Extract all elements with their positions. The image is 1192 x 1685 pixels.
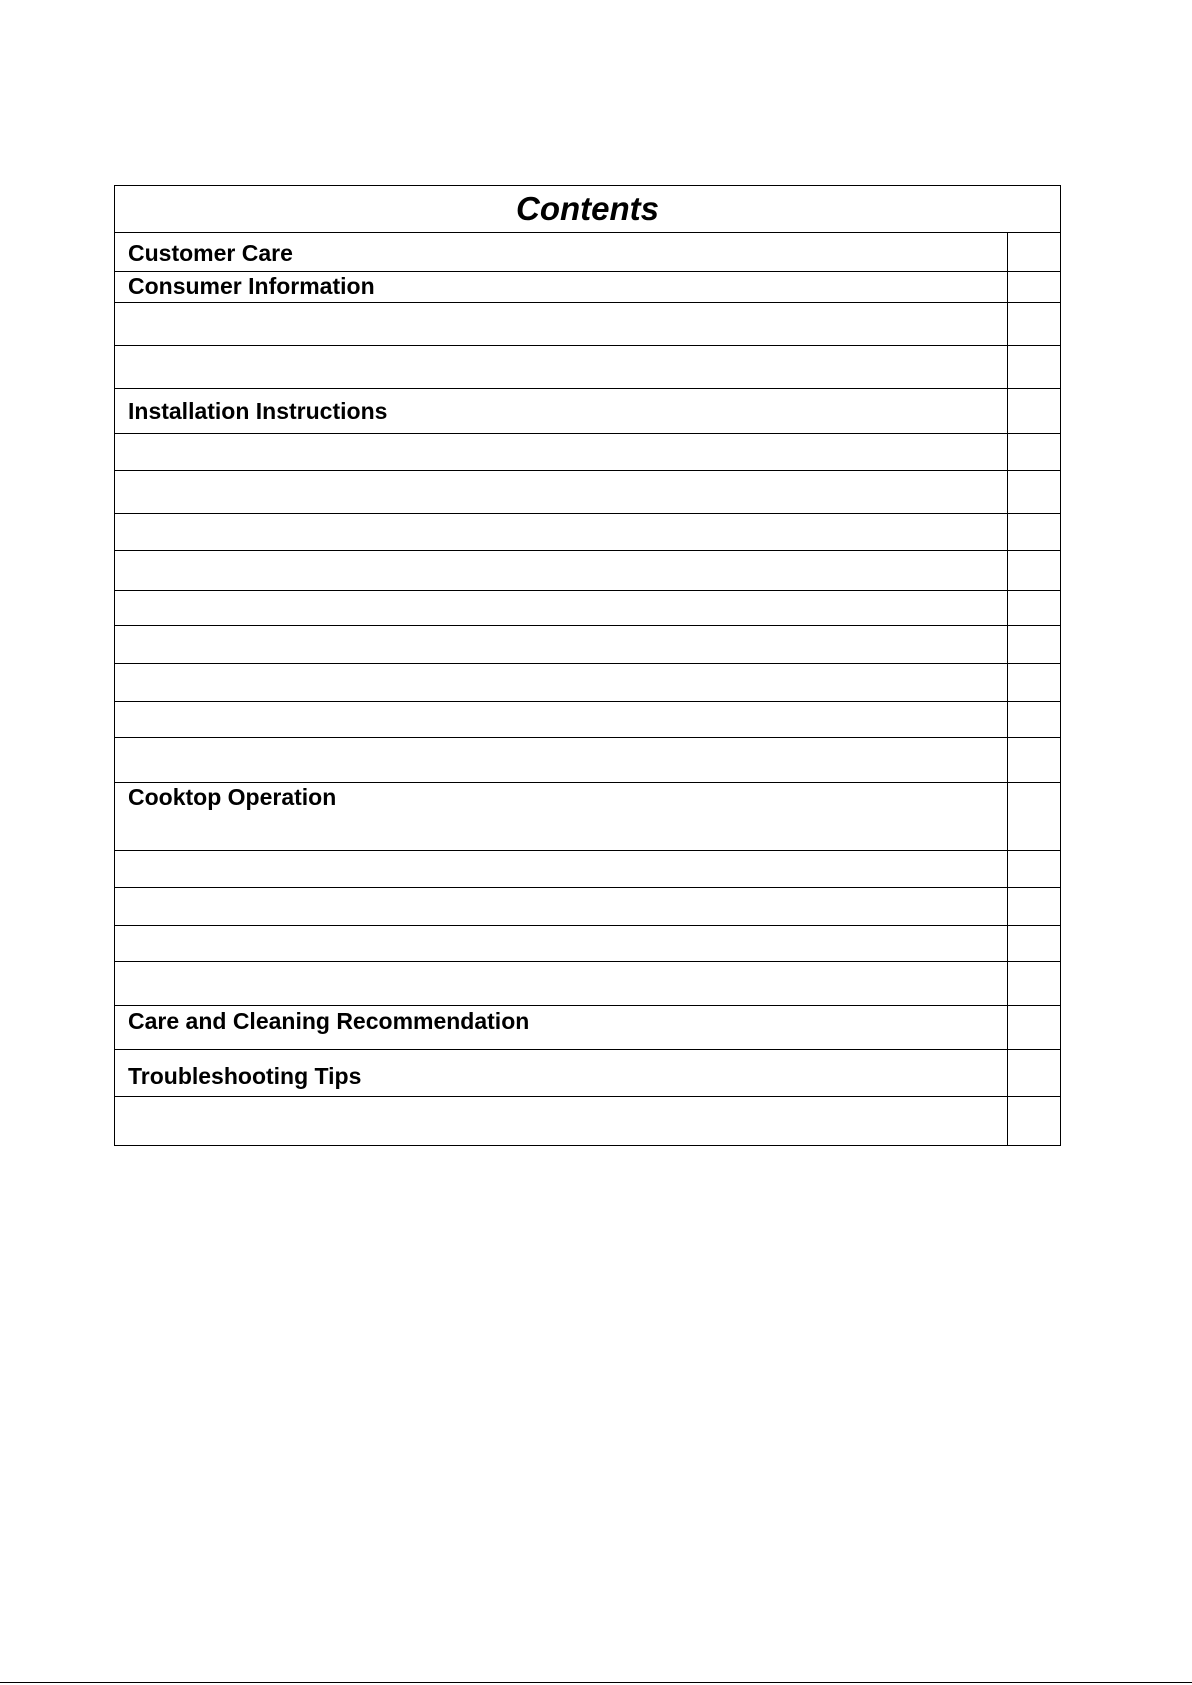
toc-row	[115, 1006, 1061, 1050]
toc-row	[115, 888, 1061, 926]
toc-page-cell	[1008, 272, 1061, 303]
toc-entry-label	[115, 702, 1007, 712]
toc-row	[115, 346, 1061, 389]
toc-row-label-cell	[115, 626, 1008, 664]
toc-page-cell	[1008, 233, 1061, 272]
toc-row-label-cell	[115, 702, 1008, 738]
toc-entry-label: Installation Instructions	[128, 398, 388, 424]
toc-entry-label: Care and Cleaning Recommendation	[128, 1008, 530, 1034]
toc-row	[115, 626, 1061, 664]
toc-row	[115, 303, 1061, 346]
toc-row-label-cell	[115, 888, 1008, 926]
toc-row-label-cell	[115, 738, 1008, 783]
toc-entry-label	[115, 664, 1007, 674]
toc-entry-label	[115, 591, 1007, 601]
toc-row-label-cell	[115, 233, 1008, 272]
toc-row	[115, 514, 1061, 551]
toc-row	[115, 471, 1061, 514]
toc-entry-label	[115, 926, 1007, 936]
toc-row-label-cell	[115, 303, 1008, 346]
toc-page-cell	[1008, 926, 1061, 962]
toc-entry-label	[115, 962, 1007, 972]
toc-entry-label	[115, 346, 1007, 356]
toc-row-label-cell	[115, 926, 1008, 962]
toc-entry-label	[115, 626, 1007, 636]
toc-page-cell	[1008, 551, 1061, 591]
toc-page-cell	[1008, 1097, 1061, 1146]
toc-entry-label	[115, 514, 1007, 524]
toc-page-cell	[1008, 738, 1061, 783]
toc-page-cell	[1008, 783, 1061, 851]
contents-title: Contents	[115, 186, 1061, 233]
toc-row-label-cell	[115, 434, 1008, 471]
toc-row-label-cell	[115, 783, 1008, 851]
toc-page-cell	[1008, 702, 1061, 738]
toc-entry-label	[115, 888, 1007, 898]
toc-page-cell	[1008, 888, 1061, 926]
toc-row	[115, 962, 1061, 1006]
toc-page-cell	[1008, 514, 1061, 551]
toc-row	[115, 1097, 1061, 1146]
toc-entry-label	[115, 551, 1007, 561]
toc-row	[115, 272, 1061, 303]
toc-row-label-cell	[115, 514, 1008, 551]
toc-page-cell	[1008, 434, 1061, 471]
toc-entry-label	[115, 738, 1007, 748]
toc-row	[115, 551, 1061, 591]
toc-page-cell	[1008, 962, 1061, 1006]
toc-page-cell	[1008, 664, 1061, 702]
toc-row	[115, 783, 1061, 851]
toc-row	[115, 591, 1061, 626]
toc-page-cell	[1008, 1050, 1061, 1097]
toc-row	[115, 434, 1061, 471]
toc-row	[115, 1050, 1061, 1097]
toc-row-label-cell	[115, 664, 1008, 702]
toc-row	[115, 233, 1061, 272]
toc-row-label-cell	[115, 389, 1008, 434]
toc-row-label-cell	[115, 591, 1008, 626]
toc-entry-label	[115, 851, 1007, 861]
toc-entry-label: Consumer Information	[128, 273, 375, 299]
toc-page-cell	[1008, 303, 1061, 346]
toc-row-label-cell	[115, 1097, 1008, 1146]
contents-title-row	[115, 186, 1061, 233]
toc-entry-label	[115, 303, 1007, 313]
toc-page-cell	[1008, 471, 1061, 514]
toc-row-label-cell	[115, 551, 1008, 591]
toc-row-label-cell	[115, 962, 1008, 1006]
toc-entry-label	[115, 434, 1007, 444]
toc-page-cell	[1008, 591, 1061, 626]
toc-entry-label: Cooktop Operation	[128, 784, 337, 810]
toc-row	[115, 702, 1061, 738]
toc-row	[115, 926, 1061, 962]
toc-row	[115, 738, 1061, 783]
page-bottom-rule	[0, 1682, 1192, 1683]
toc-row	[115, 664, 1061, 702]
toc-row	[115, 389, 1061, 434]
toc-page-cell	[1008, 346, 1061, 389]
toc-row-label-cell	[115, 1050, 1008, 1097]
toc-entry-label	[115, 471, 1007, 481]
toc-page-cell	[1008, 389, 1061, 434]
toc-entry-label: Troubleshooting Tips	[128, 1063, 362, 1089]
toc-row-label-cell	[115, 471, 1008, 514]
contents-table	[114, 185, 1061, 1146]
toc-row-label-cell	[115, 851, 1008, 888]
toc-page-cell	[1008, 851, 1061, 888]
toc-page-cell	[1008, 626, 1061, 664]
toc-row-label-cell	[115, 346, 1008, 389]
toc-entry-label	[115, 1097, 1007, 1107]
toc-entry-label: Customer Care	[128, 240, 293, 266]
toc-row	[115, 851, 1061, 888]
toc-page-cell	[1008, 1006, 1061, 1050]
toc-row-label-cell	[115, 272, 1008, 303]
toc-row-label-cell	[115, 1006, 1008, 1050]
